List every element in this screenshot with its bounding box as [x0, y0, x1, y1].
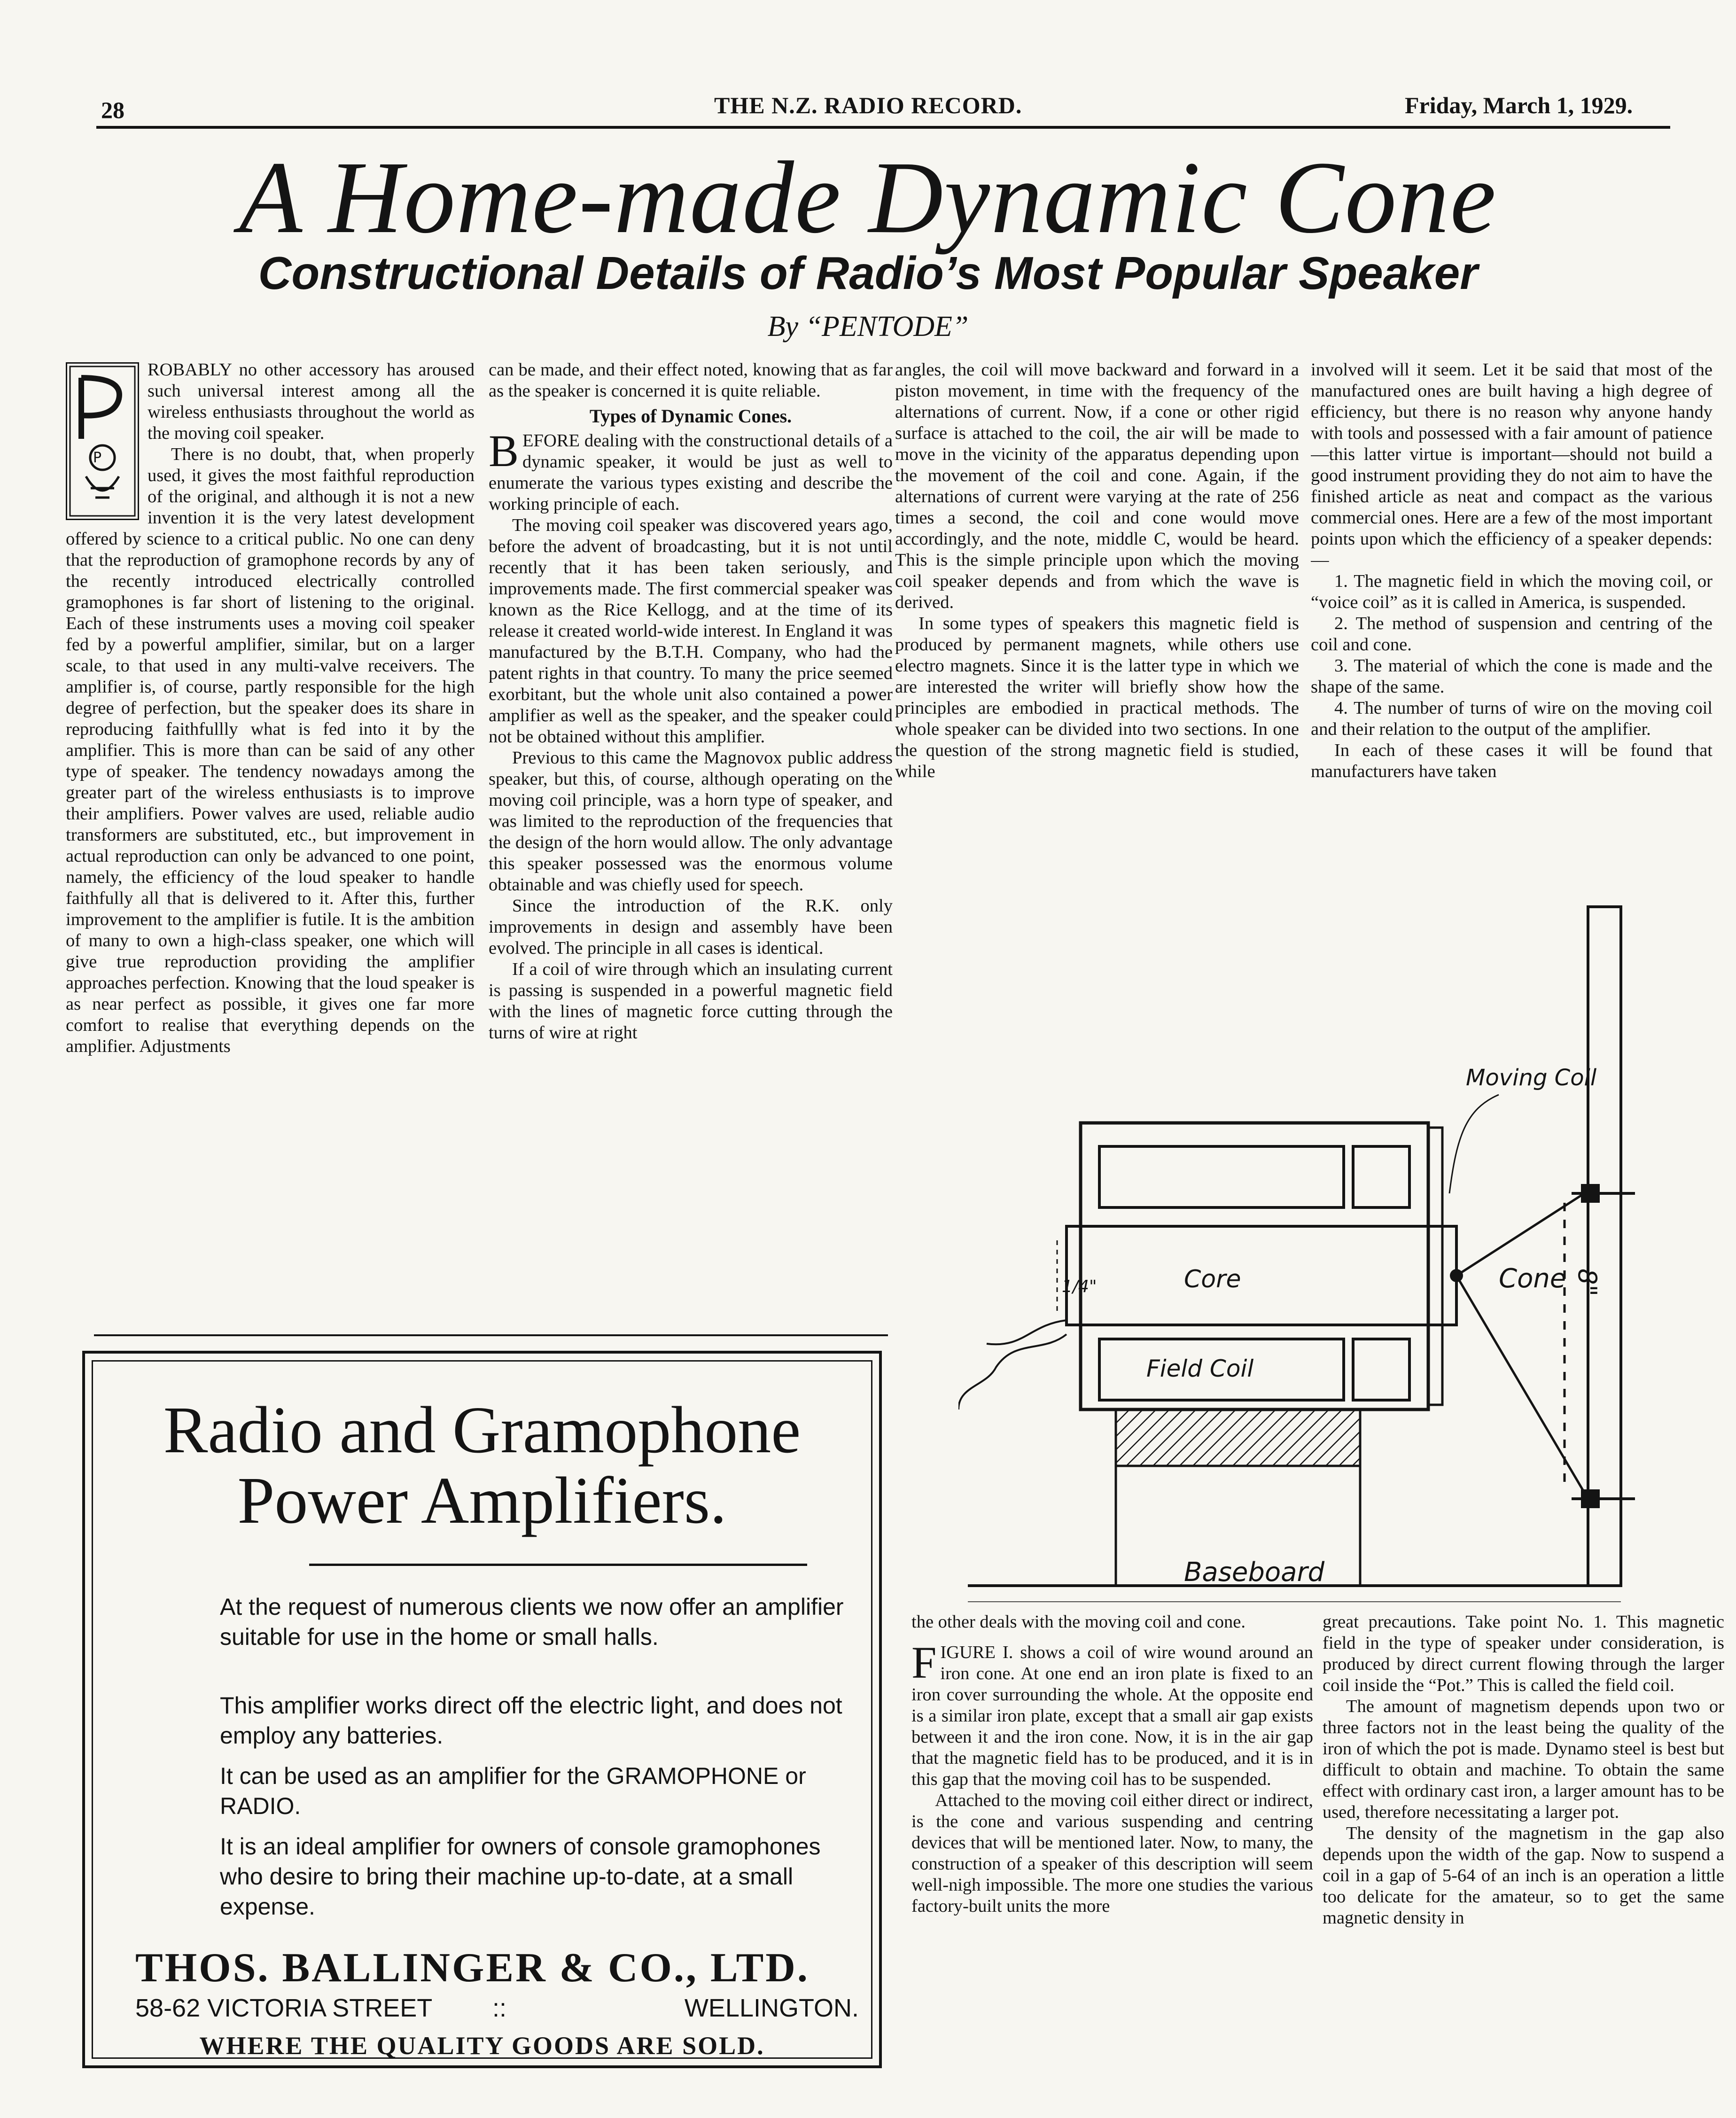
paragraph: FIGURE I. shows a coil of wire wound around an iron cone. At one end an iron plate is fixed to an iron cover surrounding the whole. At the opposite end is a similar iron plate, except that a small air gap exists between it and the iron cone. Now, it is in the air gap that the magnetic field has to be produced, and it is in this gap that the moving coil has to be suspended.	[911, 1637, 1313, 1789]
ad-city: WELLINGTON.	[684, 1994, 859, 2022]
paragraph: In each of these cases it will be found that manufacturers have taken	[1311, 740, 1713, 781]
ad-headline	[93, 1394, 871, 1535]
ad-paragraph: It is an ideal amplifier for owners of console gramophones who desire to bring their machine up-to-date, at a small expense.	[220, 1833, 821, 1920]
ad-paragraph: It can be used as an amplifier for the GRAMOPHONE or RADIO.	[220, 1763, 806, 1819]
article-byline: By “PENTODE”	[767, 311, 969, 343]
ad-rule	[309, 1564, 807, 1566]
paragraph: The amount of magnetism depends upon two or three factors not in the least being the quality of the iron of which the pot is made. Dynamo steel is best but difficult to obtain and machine. To obtain the same effect with ordinary cast iron, a larger amount has to be used, therefore necessitating a larger pot.	[1323, 1697, 1724, 1822]
page-number: 28	[101, 97, 125, 123]
article-column-3	[895, 359, 1299, 890]
paragraph: 1. The magnetic field in which the moving coil, or “voice coil” as it is called in America, is suspended.	[1311, 571, 1713, 612]
article-column-5	[911, 1612, 1313, 2110]
article-column-4	[1311, 359, 1713, 890]
paragraph: 4. The number of turns of wire on the moving coil and their relation to the output of the amplifier.	[1311, 698, 1713, 739]
article-column-2	[489, 359, 893, 1327]
label-field-coil: Field Coil	[1146, 1355, 1254, 1382]
advertisement-frame	[92, 1360, 872, 2059]
paragraph: There is no doubt, that, when properly used, it gives the most faithful reproduction of the original, and although it is not a new invention it is the very latest development offered by science to a critical public. No one can deny that the reproduction of gramophone records by any of the recently introduced electrically controlled gramophones is far short of listening to the original. Each of these instruments uses a moving coil speaker fed by a powerful amplifier, similar, but on a larger scale, to that used in any multi-valve receivers. The amplifier is, of course, partly responsible for the high degree of perfection, but the speaker does its share in reproducing faithfullly what is fed into it by the amplifier. This is more than can be said of any other type of speaker. The tendency nowadays among the greater part of the wireless enthusiasts is to improve their amplifiers. Power valves are used, reliable audio transformers are substituted, etc., but improvement in actual reproduction can only be advanced to one point, namely, the efficiency of the loud speaker to handle faithfully all that is delivered to it. After this, further improvement to the amplifier is futile. It is the ambition of many to own a high-class speaker, one which will give true reproduction providing the amplifier approaches perfection. Knowing that the loud speaker is as near perfect as possible, it gives one far more comfort to realise that everything depends on the amplifier. Adjustments	[66, 444, 475, 1056]
paragraph: the other deals with the moving coil and cone.	[911, 1612, 1246, 1632]
label-cone: Cone	[1499, 1263, 1566, 1294]
article-column-6	[1323, 1612, 1724, 2110]
dropcap-p: P	[93, 450, 102, 466]
publication-name: THE N.Z. RADIO RECORD.	[714, 92, 1022, 118]
ad-address: 58-62 VICTORIA STREET	[135, 1994, 433, 2022]
dropcap-f: F	[911, 1637, 937, 1688]
paragraph: 2. The method of suspension and centring of the coil and cone.	[1311, 614, 1713, 654]
article-subtitle: Constructional Details of Radio’s Most Popular Speaker	[258, 247, 1478, 299]
ad-headline-line-2: Power Amplifiers.	[237, 1463, 727, 1537]
paragraph: If a coil of wire through which an insulating current is passing is suspended in a powerful magnetic field with the lines of magnetic force cutting through the turns of wire at right	[489, 959, 893, 1043]
header-rule	[96, 126, 1670, 129]
paragraph: In some types of speakers this magnetic field is produced by permanent magnets, while others use electro magnets. Since it is the latter type in which we are interested the writer will briefly show how the principles are embodied in practical methods. The whole speaker can be divided into two sections. In one the question of the strong magnetic field is studied, while	[895, 614, 1299, 781]
paragraph: Attached to the moving coil either direct or indirect, is the cone and various suspending and centring devices that will be mentioned later. Now, to many, the construction of a speaker of this description will seem well-nigh impossible. The more one studies the various factory-built units the more	[911, 1791, 1313, 1916]
label-height-dimension: 8"	[1573, 1269, 1602, 1297]
dropcap-b: B	[489, 426, 519, 476]
paragraph: Previous to this came the Magnovox public address speaker, but this, of course, although operating on the moving coil principle, was a horn type of speaker, and was limited to the reproduction of the frequencies that the design of the horn would allow. The only advantage this speaker possessed was the enormous volume obtainable and was chiefly used for speech.	[489, 748, 893, 895]
ornamental-initial-icon	[67, 364, 138, 519]
article-title: A Home-made Dynamic Cone	[239, 140, 1497, 255]
column-rule	[94, 1334, 888, 1336]
paragraph: can be made, and their effect noted, knowing that as far as the speaker is concerned it is quite reliable.	[489, 360, 893, 401]
ad-tagline: WHERE THE QUALITY GOODS ARE SOLD.	[199, 2032, 765, 2060]
paragraph: BEFORE dealing with the constructional details of a dynamic speaker, it would be just as well to enumerate the various types existing and describe the working principle of each.	[489, 426, 893, 514]
ad-paragraph: This amplifier works direct off the electric light, and does not employ any batteries.	[220, 1692, 842, 1749]
label-baseboard: Baseboard	[1184, 1557, 1325, 1588]
paragraph: The density of the magnetism in the gap also depends upon the width of the gap. Now to suspend a coil in a gap of 5-64 of an inch is an operation a little too delicate for the amateur, so to get the same magnetic density in	[1323, 1823, 1724, 1928]
paragraph: ROBABLY no other accessory has aroused such universal interest among all the wireless enthusiasts throughout the world as the moving coil speaker.	[148, 360, 475, 443]
ad-separator: ::	[492, 1994, 507, 2022]
section-heading: Types of Dynamic Cones.	[589, 405, 792, 427]
article-column-1	[66, 359, 475, 1341]
paragraph: angles, the coil will move backward and forward in a piston movement, in time with the frequency of the alternations of current. Now, if a cone or other rigid surface is attached to the coil, the air will be made to move in the vicinity of the apparatus depending upon the movement of the coil and cone. Again, if the alternations of current were varying at the rate of 256 times a second, the coil and cone would move accordingly, and the note, middle C, would be heard. This is the simple principle upon which the moving coil speaker depends and from which the wave is derived.	[895, 360, 1299, 612]
paragraph: The moving coil speaker was discovered years ago, before the advent of broadcasting, but it is not until recently that it has been taken seriously, and improvements made. The first commercial speaker was known as the Rice Kellogg, and at the time of its release it created world-wide interest. In England it was manufactured by the B.T.H. Company, who had the patent rights in that country. To many the price seemed exorbitant, but the whole unit also contained a power amplifier as well as the speaker, and the speaker could not be obtained without this amplifier.	[489, 515, 893, 747]
paragraph: Since the introduction of the R.K. only improvements in design and assembly have been evolved. The principle in all cases is identical.	[489, 896, 893, 958]
paragraph: 3. The material of which the cone is made and the shape of the same.	[1311, 656, 1713, 697]
label-gap-dimension: 1/4"	[1062, 1277, 1097, 1296]
ad-address-row	[135, 1993, 859, 2023]
ad-headline-line-1: Radio and Gramophone	[163, 1393, 801, 1467]
label-core: Core	[1184, 1265, 1241, 1293]
ad-paragraph: At the request of numerous clients we now offer an amplifier suitable for use in the home or small halls.	[220, 1594, 844, 1650]
ad-company-name: THOS. BALLINGER & CO., LTD.	[135, 1945, 810, 1991]
speaker-diagram	[958, 902, 1720, 1602]
paragraph: involved will it seem. Let it be said that most of the manufactured ones are built having a high degree of efficiency, but there is no reason why anyone handy with tools and possessed with a fair amount of patience—this latter virtue is important—should not build a good instrument providing they do not aim to have the finished article as neat and compact as the various commercial ones. Here are a few of the most important points upon which the efficiency of a speaker depends:—	[1311, 360, 1713, 570]
issue-date: Friday, March 1, 1929.	[1405, 92, 1633, 118]
ornamental-initial	[66, 362, 139, 520]
label-moving-coil: Moving Coil	[1466, 1065, 1597, 1091]
paragraph: great precautions. Take point No. 1. This magnetic field in the type of speaker under consideration, is produced by direct current flowing through the larger coil inside the “Pot.” This is called the field coil.	[1323, 1612, 1724, 1695]
advertisement	[82, 1351, 882, 2068]
